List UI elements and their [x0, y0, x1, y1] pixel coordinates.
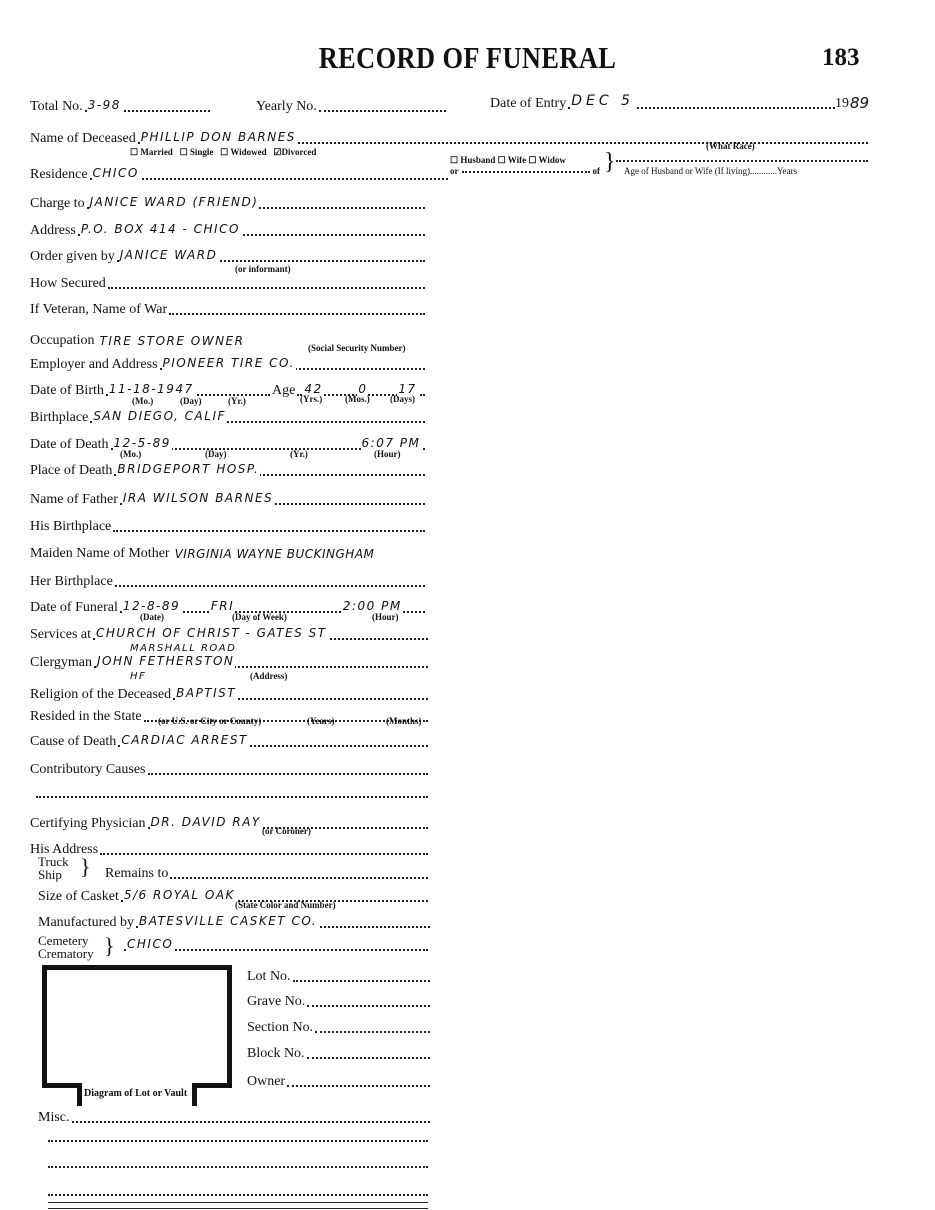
employer-value: PIONEER TIRE CO.	[162, 356, 295, 370]
owner-field[interactable]	[247, 1070, 430, 1090]
place-of-death-field[interactable]	[30, 459, 425, 479]
divorced-label: Divorced	[281, 147, 317, 157]
spouse-of-line	[450, 166, 600, 176]
religion-value: BAPTIST	[176, 686, 237, 700]
brace-icon: }	[104, 933, 115, 958]
name-of-deceased-value: PHILLIP DON BARNES	[140, 130, 296, 144]
cause-of-death-value: CARDIAC ARREST	[121, 733, 248, 747]
year-prefix: 19	[835, 96, 849, 111]
charge-to-value: JANICE WARD (FRIEND)	[89, 195, 259, 209]
veteran-field[interactable]	[30, 298, 425, 318]
spouse-options	[450, 155, 566, 166]
manufacturer-value: BATESVILLE CASKET CO.	[139, 914, 318, 928]
section-no-label: Section No.	[247, 1020, 314, 1035]
brace-icon: }	[604, 149, 616, 175]
clergyman-address-hint: (Address)	[250, 671, 288, 681]
order-given-by-label: Order given by	[30, 249, 115, 264]
religion-field[interactable]	[30, 683, 428, 703]
funeral-hour-value: 2:00 PM	[342, 599, 402, 613]
yearly-no-label: Yearly No.	[256, 99, 317, 114]
married-label: Married	[140, 147, 173, 157]
funeral-day-hint: (Day of Week)	[232, 612, 287, 622]
date-of-entry-value: DEC 5	[571, 93, 634, 109]
casket-hint: (State Color and Number)	[235, 900, 336, 910]
dob-month-hint: (Mo.)	[132, 396, 154, 406]
physician-field[interactable]	[30, 812, 428, 832]
dob-day-hint: (Day)	[180, 396, 202, 406]
father-field[interactable]	[30, 488, 425, 508]
checkbox-married[interactable]: ☐	[130, 147, 139, 157]
total-no-field[interactable]	[30, 95, 210, 115]
name-of-deceased-label: Name of Deceased	[30, 131, 136, 146]
ship-label: Ship	[38, 867, 62, 882]
occupation-field[interactable]	[30, 329, 285, 349]
dod-value: 12-5-89	[113, 436, 171, 450]
resided-years-hint: (Years)	[307, 716, 335, 726]
bottom-double-rule	[48, 1202, 428, 1209]
misc-line-3[interactable]	[48, 1166, 428, 1168]
employer-field[interactable]	[30, 353, 425, 373]
age-months: 0	[358, 382, 368, 396]
page-number: 183	[822, 44, 860, 71]
services-at-label: Services at	[30, 627, 92, 642]
her-birthplace-field[interactable]	[30, 570, 425, 590]
order-given-by-field[interactable]	[30, 245, 425, 265]
dob-value: 11-18-1947	[108, 382, 194, 396]
manufacturer-field[interactable]	[38, 911, 430, 931]
misc-field[interactable]	[38, 1106, 430, 1126]
address-field[interactable]	[30, 219, 425, 239]
employer-label: Employer and Address	[30, 357, 158, 372]
manufacturer-label: Manufactured by	[38, 915, 135, 930]
veteran-label: If Veteran, Name of War	[30, 302, 168, 317]
remains-to-field[interactable]	[105, 862, 428, 882]
age-days-hint: (Days)	[390, 394, 415, 404]
marital-options	[130, 147, 316, 158]
religion-label: Religion of the Deceased	[30, 687, 172, 702]
grave-no-label: Grave No.	[247, 994, 306, 1009]
funeral-date-hint: (Date)	[140, 612, 164, 622]
spouse-age-label: Age of Husband or Wife (If living)	[624, 166, 750, 176]
funeral-day-value: FRI	[210, 599, 235, 613]
age-days: 17	[398, 382, 417, 396]
or-label: or	[450, 166, 459, 176]
residence-value: CHICO	[92, 166, 139, 180]
truck-ship-label	[38, 855, 69, 881]
resided-label: Resided in the State	[30, 709, 142, 724]
misc-line-2[interactable]	[48, 1140, 428, 1142]
informant-hint: (or informant)	[235, 264, 291, 274]
cemetery-crematory-label	[38, 934, 94, 960]
services-at-field[interactable]	[30, 623, 428, 643]
funeral-date-label: Date of Funeral	[30, 600, 118, 615]
checkbox-widow[interactable]: ☐	[528, 155, 537, 165]
dod-hour-hint: (Hour)	[374, 449, 401, 459]
date-of-entry-label: Date of Entry	[490, 96, 567, 111]
dod-day-hint: (Day)	[205, 449, 227, 459]
crematory-label: Crematory	[38, 946, 94, 961]
single-label: Single	[189, 147, 214, 157]
contributory-line-2[interactable]	[36, 796, 428, 798]
physician-label: Certifying Physician	[30, 816, 146, 831]
father-value: IRA WILSON BARNES	[122, 491, 274, 505]
birthplace-label: Birthplace	[30, 410, 89, 425]
services-at-value-2: MARSHALL ROAD	[130, 643, 237, 654]
services-at-value: CHURCH OF CHRIST - GATES ST	[96, 626, 327, 640]
husband-label: Husband	[460, 155, 496, 165]
total-no-value: 3-98	[87, 98, 121, 112]
misc-line-4[interactable]	[48, 1194, 428, 1196]
casket-label: Size of Casket	[38, 889, 119, 904]
contributory-label: Contributory Causes	[30, 762, 146, 777]
funeral-hour-hint: (Hour)	[372, 612, 399, 622]
how-secured-field[interactable]	[30, 272, 425, 292]
dob-year-hint: (Yr.)	[228, 396, 246, 406]
age-years-hint: (Yrs.)	[300, 394, 323, 404]
clergyman-value: JOHN FETHERSTON	[96, 654, 235, 668]
spouse-age-field[interactable]: Age of Husband or Wife (If living)............Years	[624, 166, 798, 176]
dod-label: Date of Death	[30, 437, 109, 452]
date-of-death-field[interactable]	[30, 433, 425, 453]
entry-year-value: 89	[850, 94, 870, 112]
years-label: Years	[776, 166, 798, 176]
clergyman-label: Clergyman	[30, 655, 92, 670]
casket-value: 5/6 ROYAL OAK	[123, 888, 235, 902]
how-secured-label: How Secured	[30, 276, 106, 291]
residence-field[interactable]	[30, 163, 448, 183]
date-of-entry-field[interactable]	[490, 92, 835, 112]
coroner-hint: (or Coroner)	[262, 826, 311, 836]
physician-value: DR. DAVID RAY	[150, 815, 261, 829]
cause-of-death-field[interactable]	[30, 730, 428, 750]
his-birthplace-label: His Birthplace	[30, 519, 112, 534]
charge-to-field[interactable]	[30, 192, 425, 212]
checkbox-divorced-checked[interactable]: ☑	[273, 147, 282, 157]
mother-label: Maiden Name of Mother	[30, 546, 170, 561]
cemetery-label: Cemetery	[38, 933, 89, 948]
dod-hour: 6:07 PM	[361, 436, 421, 450]
section-no-field[interactable]	[247, 1016, 430, 1036]
resided-months-hint: (Months)	[386, 716, 422, 726]
total-no-label: Total No.	[30, 99, 83, 114]
brace-icon: }	[80, 854, 91, 879]
casket-field[interactable]	[38, 885, 428, 905]
residence-label: Residence	[30, 167, 88, 182]
lot-diagram-box	[42, 965, 232, 1088]
age-years: 42	[304, 382, 323, 396]
clergyman-field[interactable]	[30, 651, 428, 671]
his-birthplace-field[interactable]	[30, 515, 425, 535]
of-label: of	[592, 166, 600, 176]
address-label: Address	[30, 223, 76, 238]
cause-of-death-label: Cause of Death	[30, 734, 117, 749]
ssn-hint: (Social Security Number)	[308, 343, 406, 353]
owner-label: Owner	[247, 1074, 286, 1089]
place-of-death-label: Place of Death	[30, 463, 113, 478]
contributory-causes-field[interactable]	[30, 758, 428, 778]
age-label: Age	[272, 383, 296, 398]
resided-place-hint: (or U.S. or City or County)	[158, 716, 262, 726]
birthplace-value: SAN DIEGO, CALIF	[93, 409, 226, 423]
cemetery-value: CHICO	[127, 937, 174, 951]
misc-label: Misc.	[38, 1110, 70, 1125]
lot-no-field[interactable]	[247, 965, 430, 985]
father-label: Name of Father	[30, 492, 118, 507]
lot-no-label: Lot No.	[247, 969, 291, 984]
checkbox-widowed[interactable]: ☐	[220, 147, 229, 157]
address-value: P.O. BOX 414 - CHICO	[80, 222, 240, 236]
clergyman-value-2: HF	[130, 671, 147, 682]
order-given-by-value: JANICE WARD	[119, 248, 218, 262]
charge-to-label: Charge to	[30, 196, 85, 211]
checkbox-wife[interactable]: ☐	[497, 155, 506, 165]
age-months-hint: (Mos.)	[345, 394, 370, 404]
dod-year-hint: (Yr.)	[290, 449, 308, 459]
mother-field[interactable]	[30, 542, 430, 562]
remains-to-label: Remains to	[105, 866, 169, 881]
occupation-label: Occupation	[30, 333, 95, 348]
dob-label: Date of Birth	[30, 383, 104, 398]
birthplace-field[interactable]	[30, 406, 425, 426]
funeral-date-value: 12-8-89	[122, 599, 181, 613]
dod-month-hint: (Mo.)	[120, 449, 142, 459]
checkbox-husband[interactable]: ☐	[450, 155, 459, 165]
diagram-caption: Diagram of Lot or Vault	[84, 1088, 188, 1099]
her-birthplace-label: Her Birthplace	[30, 574, 113, 589]
date-of-funeral-field[interactable]	[30, 596, 425, 616]
his-address-label: His Address	[30, 842, 99, 857]
block-no-field[interactable]	[247, 1042, 430, 1062]
wife-label: Wife	[507, 155, 527, 165]
cemetery-field[interactable]	[122, 934, 428, 954]
spouse-line[interactable]	[616, 160, 868, 162]
race-hint: (What Race)	[706, 141, 755, 151]
page-title: RECORD OF FUNERAL	[318, 40, 617, 75]
block-no-label: Block No.	[247, 1046, 305, 1061]
checkbox-single[interactable]: ☐	[179, 147, 188, 157]
yearly-no-field[interactable]	[256, 95, 446, 115]
entry-year	[835, 92, 870, 112]
grave-no-field[interactable]	[247, 990, 430, 1010]
occupation-value: TIRE STORE OWNER	[99, 334, 245, 348]
widow-label: Widow	[538, 155, 566, 165]
truck-label: Truck	[38, 854, 69, 869]
mother-value: VIRGINIA WAYNE BUCKINGHAM	[174, 547, 375, 561]
widowed-label: Widowed	[230, 147, 267, 157]
place-of-death-value: BRIDGEPORT HOSP.	[117, 462, 260, 476]
